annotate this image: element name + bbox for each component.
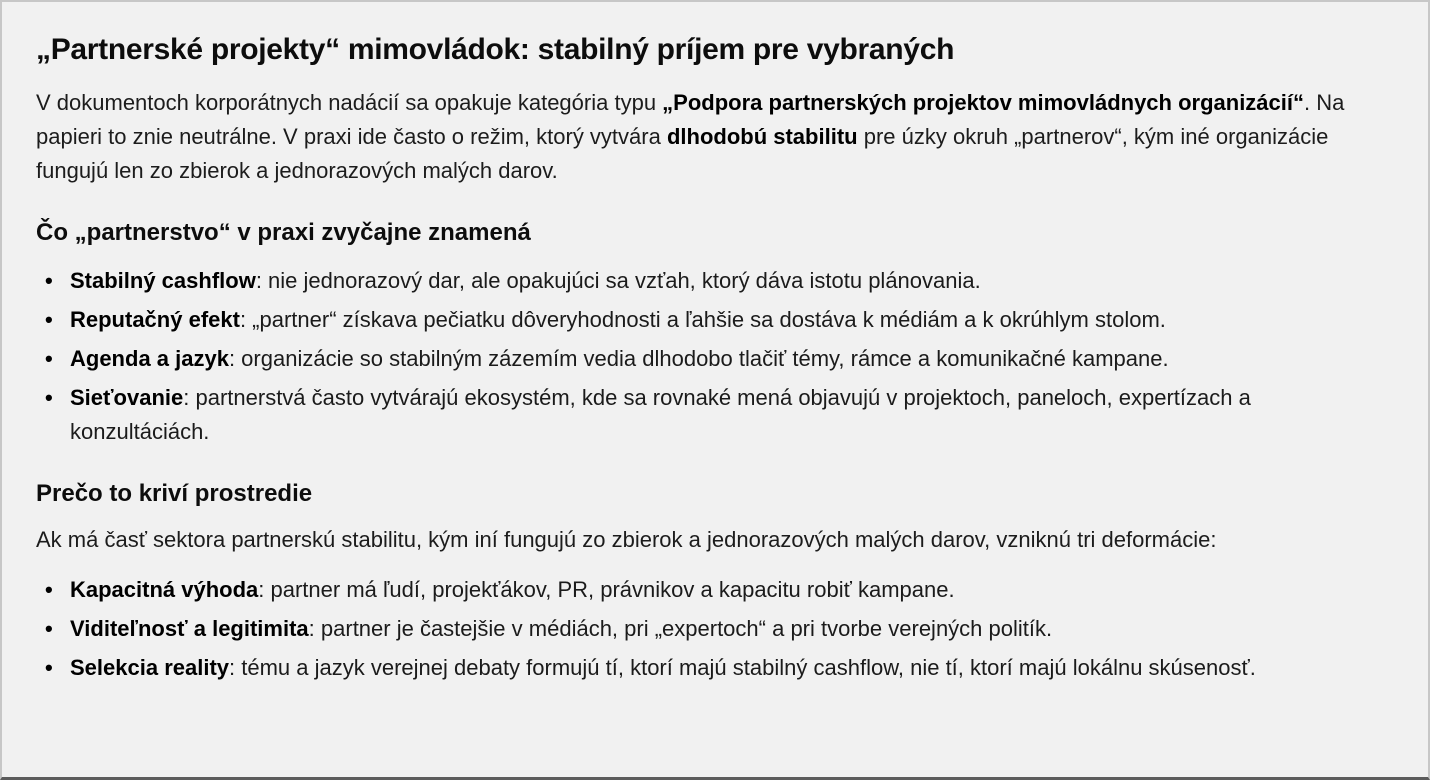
list-item [36,342,1394,376]
bullet-text: : tému a jazyk verejnej debaty formujú tí, ktorí majú stabilný cashflow, nie tí, ktorí majú lokálnu skúsenosť. [229,655,1256,680]
bullet-icon [45,573,53,607]
bullet-term: Viditeľnosť a legitimita [70,616,309,641]
list-item-body [70,346,1169,371]
bullet-text: : „partner“ získava pečiatku dôveryhodnosti a ľahšie sa dostáva k médiám a k okrúhlym stolom. [239,307,1166,332]
list-item-body [70,577,955,602]
distortion-paragraph: Ak má časť sektora partnerskú stabilitu, kým iní fungujú zo zbierok a jednorazových malých darov, vzniknú tri deformácie: [36,527,1217,552]
bullet-text: : partnerstvá často vytvárajú ekosystém, kde sa rovnaké mená objavujú v projektoch, paneloch, expertízach a konzultáciách. [70,385,1251,444]
bullet-text: : partner má ľudí, projekťákov, PR, právnikov a kapacitu robiť kampane. [258,577,955,602]
bullet-text: : partner je častejšie v médiách, pri „expertoch“ a pri tvorbe verejných politík. [308,616,1053,641]
section-heading-meaning: Čo „partnerstvo“ v praxi zvyčajne znamená [36,219,531,246]
intro-bold-stability: dlhodobú stabilitu [666,124,858,149]
bullet-term: Sieťovanie [70,385,184,410]
list-item-body [70,307,1166,332]
bullet-term: Kapacitná výhoda [70,577,259,602]
intro-text-post: pre úzky okruh „partnerov“, kým iné organizácie fungujú len zo zbierok a jednorazových malých darov. [36,124,1329,183]
list-item [36,303,1394,337]
bullet-icon [45,381,53,415]
list-item-body [70,385,1251,444]
intro-bold-category: „Podpora partnerských projektov mimovládnych organizácií“ [662,90,1305,115]
bullet-icon [45,264,53,298]
list-item [36,381,1394,449]
list-item-body [70,268,981,293]
bullet-icon [45,612,53,646]
bullet-list-meaning [36,264,1394,449]
list-item [36,573,1394,607]
bullet-text: : organizácie so stabilným zázemím vedia dlhodobo tlačiť témy, rámce a komunikačné kampane. [228,346,1169,371]
bullet-icon [45,303,53,337]
list-item-body [70,655,1256,680]
list-item [36,264,1394,298]
list-item-body [70,616,1052,641]
section-heading-distortion: Prečo to kriví prostredie [36,480,313,507]
bullet-term: Agenda a jazyk [70,346,229,371]
intro-paragraph [36,86,1394,188]
list-item [36,651,1394,685]
bullet-icon [45,651,53,685]
page-title: „Partnerské projekty“ mimovládok: stabilný príjem pre vybraných [36,33,955,66]
intro-text-pre: V dokumentoch korporátnych nadácií sa opakuje kategória typu [36,90,663,115]
bullet-term: Reputačný efekt [70,307,240,332]
bullet-term: Selekcia reality [70,655,230,680]
bullet-term: Stabilný cashflow [70,268,256,293]
intro-text-mid: . Na papieri to znie neutrálne. V praxi ide často o režim, ktorý vytvára [36,90,1345,149]
list-item [36,612,1394,646]
bullet-icon [45,342,53,376]
bullet-text: : nie jednorazový dar, ale opakujúci sa vzťah, ktorý dáva istotu plánovania. [255,268,981,293]
bullet-list-distortion [36,573,1394,685]
